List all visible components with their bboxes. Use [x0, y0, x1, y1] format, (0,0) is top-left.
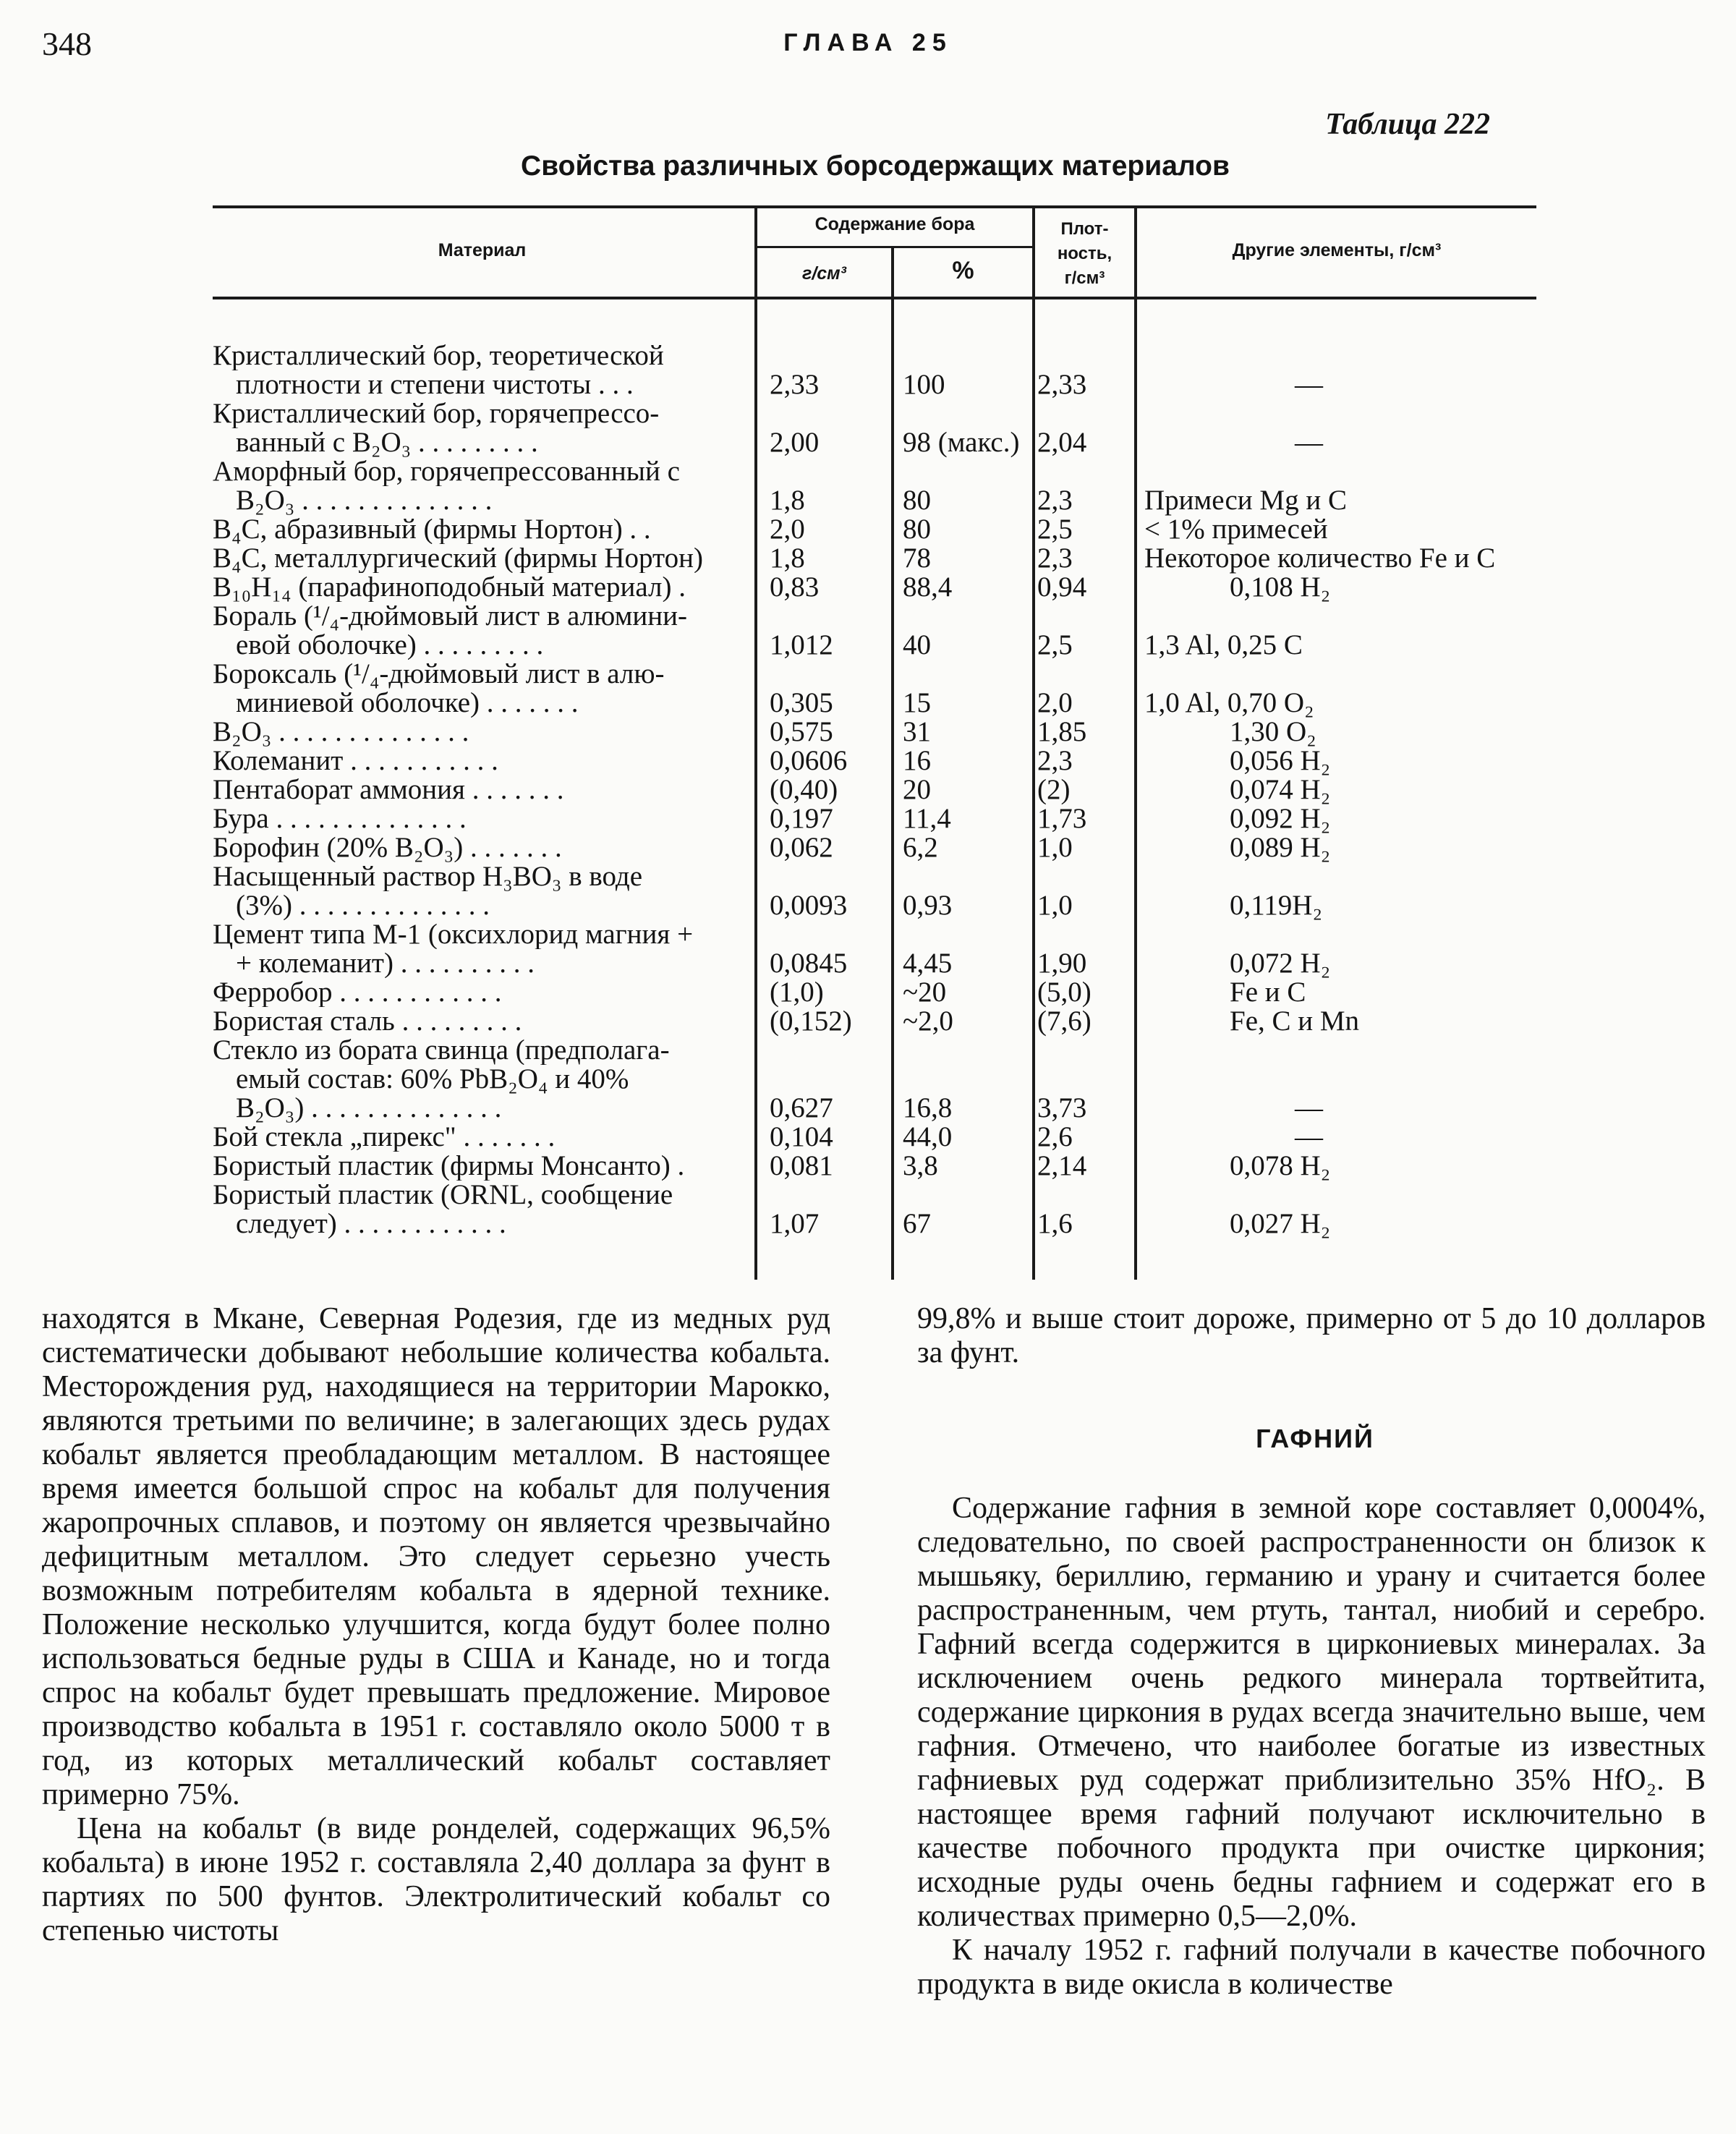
material-cell: [213, 341, 746, 399]
col-divider-3: [1032, 205, 1035, 1280]
material-line: Ферробор . . . . . . . . . . . .: [213, 978, 502, 1007]
material-cell: [213, 1036, 746, 1123]
density-cell: 2,5: [1037, 514, 1073, 545]
material-cell: [213, 573, 746, 602]
material-cell: [213, 833, 746, 862]
material-cell: [213, 978, 746, 1007]
material-line: Бой стекла „пирекс" . . . . . . .: [213, 1123, 556, 1152]
section-title-hafnium: ГАФНИЙ: [1256, 1424, 1374, 1453]
percent-cell: 20: [903, 774, 931, 805]
right-continuation: 99,8% и выше стоит дороже, примерно от 5 до 10 долларов за фунт.: [917, 1302, 1706, 1369]
table-top-rule: [213, 205, 1536, 208]
material-line: Бористый пластик (ORNL, сообщение: [213, 1181, 673, 1210]
header-subrule: [756, 246, 1032, 248]
other-elements-cell: 0,056 H₂: [1230, 745, 1331, 776]
other-elements-cell: 0,074 H₂: [1230, 774, 1331, 805]
other-elements-cell: 0,119H₂: [1230, 890, 1323, 921]
density-cell: 2,6: [1037, 1121, 1073, 1152]
other-elements-cell: Fe, C и Mn: [1230, 1006, 1360, 1037]
material-cell: [213, 515, 746, 544]
gcm-cell: 1,07: [770, 1208, 820, 1239]
density-cell: 2,14: [1037, 1150, 1087, 1181]
other-elements-cell: 0,089 H₂: [1230, 832, 1331, 863]
col-divider-4: [1134, 205, 1137, 1280]
material-cell: [213, 804, 746, 833]
material-line: следует) . . . . . . . . . . . .: [236, 1210, 506, 1238]
material-line: Аморфный бор, горячепрессованный с: [213, 457, 680, 486]
other-elements-cell: 0,108 H₂: [1230, 571, 1331, 603]
percent-cell: ~20: [903, 977, 947, 1008]
material-cell: [213, 1152, 746, 1181]
right-column-top: [917, 1302, 1706, 1370]
material-cell: [213, 457, 746, 515]
density-cell: 1,0: [1037, 890, 1073, 921]
percent-cell: 6,2: [903, 832, 938, 863]
density-cell: 0,94: [1037, 571, 1087, 603]
material-cell: [213, 399, 746, 457]
other-elements-cell: Некоторое количество Fe и С: [1144, 543, 1496, 574]
table-label: Таблица 222: [1325, 108, 1490, 141]
material-line: Кристаллический бор, горячепрессо-: [213, 399, 660, 428]
percent-cell: 40: [903, 629, 931, 660]
gcm-cell: 0,0606: [770, 745, 848, 776]
gcm-cell: 0,081: [770, 1150, 833, 1181]
gcm-cell: 0,062: [770, 832, 833, 863]
percent-cell: 3,8: [903, 1150, 938, 1181]
material-cell: [213, 862, 746, 920]
gcm-cell: 1,8: [770, 485, 805, 516]
other-elements-cell: 1,30 O₂: [1230, 716, 1316, 747]
col-divider-1: [754, 205, 757, 1280]
material-cell: [213, 1007, 746, 1036]
other-elements-cell: —: [1295, 1092, 1323, 1123]
density-cell: 3,73: [1037, 1092, 1087, 1123]
material-line: Стекло из бората свинца (предполага-: [213, 1036, 670, 1065]
density-cell: (2): [1037, 774, 1071, 805]
material-line: B₂O₃ . . . . . . . . . . . . . .: [236, 486, 493, 515]
density-cell: 1,6: [1037, 1208, 1073, 1239]
gcm-cell: 1,012: [770, 629, 833, 660]
right-column: [917, 1492, 1706, 2002]
gcm-cell: 2,0: [770, 514, 805, 545]
other-elements-cell: 1,0 Al, 0,70 O₂: [1144, 687, 1314, 718]
gcm-cell: 0,0845: [770, 948, 848, 979]
material-line: B₁₀H₁₄ (парафиноподобный материал) .: [213, 573, 686, 602]
other-elements-cell: 0,092 H₂: [1230, 803, 1331, 834]
header-percent: %: [952, 257, 974, 284]
material-line: (3%) . . . . . . . . . . . . . .: [236, 891, 490, 920]
material-line: B₄C, металлургический (фирмы Нортон): [213, 544, 703, 573]
material-line: Борофин (20% B₂O₃) . . . . . . .: [213, 833, 562, 862]
other-elements-cell: Fe и С: [1230, 977, 1306, 1008]
percent-cell: 80: [903, 485, 931, 516]
density-cell: 2,3: [1037, 745, 1073, 776]
left-column: [42, 1302, 830, 1948]
material-line: емый состав: 60% PbB₂O₄ и 40%: [236, 1065, 629, 1094]
gcm-cell: (0,40): [770, 774, 838, 805]
material-cell: [213, 920, 746, 978]
left-paragraph: Цена на кобальт (в виде ронделей, содержащих 96,5% кобальта) в июне 1952 г. составляла 2,40 доллара за фунт в партиях по 500 фунтов. Электролитический кобальт со степенью чистоты: [42, 1812, 830, 1947]
material-line: Пентаборат аммония . . . . . . .: [213, 775, 564, 804]
material-line: B₄C, абразивный (фирмы Нортон) . .: [213, 515, 651, 544]
other-elements-cell: —: [1295, 1121, 1323, 1152]
density-cell: 2,04: [1037, 427, 1087, 458]
density-cell: 1,73: [1037, 803, 1087, 834]
material-line: Бороксаль (¹/₄-дюймовый лист в алю-: [213, 660, 665, 689]
material-cell: [213, 1181, 746, 1238]
gcm-cell: 0,83: [770, 571, 820, 603]
other-elements-cell: —: [1295, 427, 1323, 458]
density-cell: 2,3: [1037, 543, 1073, 574]
percent-cell: 31: [903, 716, 931, 747]
percent-cell: 80: [903, 514, 931, 545]
other-elements-cell: 0,072 H₂: [1230, 948, 1331, 979]
col-divider-2: [891, 246, 894, 1280]
percent-cell: ~2,0: [903, 1006, 953, 1037]
page-number: 348: [42, 25, 92, 62]
header-density: Плот- ность, г/см³: [1057, 219, 1112, 288]
percent-cell: 4,45: [903, 948, 953, 979]
gcm-cell: 2,33: [770, 369, 820, 400]
header-material: Материал: [438, 240, 527, 260]
percent-cell: 44,0: [903, 1121, 953, 1152]
material-line: + колеманит) . . . . . . . . . .: [236, 949, 535, 978]
percent-cell: 88,4: [903, 571, 953, 603]
gcm-cell: (1,0): [770, 977, 824, 1008]
density-cell: 1,85: [1037, 716, 1087, 747]
material-cell: [213, 544, 746, 573]
material-cell: [213, 747, 746, 775]
material-line: Бористый пластик (фирмы Монсанто) .: [213, 1152, 685, 1181]
other-elements-cell: 0,078 H₂: [1230, 1150, 1331, 1181]
gcm-cell: 0,627: [770, 1092, 833, 1123]
gcm-cell: 0,104: [770, 1121, 833, 1152]
header-other: Другие элементы, г/см³: [1232, 240, 1442, 260]
table-caption: Свойства различных борсодержащих материалов: [521, 150, 1230, 182]
material-line: евой оболочке) . . . . . . . . .: [236, 631, 544, 660]
percent-cell: 78: [903, 543, 931, 574]
percent-cell: 11,4: [903, 803, 951, 834]
material-cell: [213, 602, 746, 660]
right-paragraph: К началу 1952 г. гафний получали в качестве побочного продукта в виде окисла в количестве: [917, 1934, 1706, 2001]
gcm-cell: (0,152): [770, 1006, 852, 1037]
density-cell: 2,0: [1037, 687, 1073, 718]
percent-cell: 67: [903, 1208, 931, 1239]
density-cell: (5,0): [1037, 977, 1092, 1008]
other-elements-cell: Примеси Mg и С: [1144, 485, 1347, 516]
other-elements-cell: —: [1295, 369, 1323, 400]
material-line: Бура . . . . . . . . . . . . . .: [213, 804, 467, 833]
percent-cell: 100: [903, 369, 945, 400]
left-paragraph: находятся в Мкане, Северная Родезия, где из медных руд систематически добывают небольшие количества кобальта. Месторождения руд, находящиеся на территории Марокко, являются третьими по величине; в залегающих здесь рудах кобальт является преобладающим металлом. В настоящее время имеется большой спрос на кобальт для получения жаропрочных сплавов, и поэтому он является чрезвычайно дефицитным металлом. Это следует серьезно учесть возможным потребителям кобальта в ядерной технике. Положение несколько улучшится, когда будут более полно использоваться бедные руды в США и Канаде, но и тогда спрос на кобальт будет превышать предложение. Мировое производство кобальта в 1951 г. составляло около 5000 т в год, из которых металлический кобальт составляет примерно 75%.: [42, 1302, 830, 1811]
header-gcm: г/см³: [801, 263, 846, 284]
material-line: Насыщенный раствор H₃BO₃ в воде: [213, 862, 643, 891]
percent-cell: 16,8: [903, 1092, 953, 1123]
material-cell: [213, 718, 746, 747]
gcm-cell: 2,00: [770, 427, 820, 458]
density-cell: 2,3: [1037, 485, 1073, 516]
material-cell: [213, 775, 746, 804]
density-cell: 2,33: [1037, 369, 1087, 400]
percent-cell: 98 (макс.): [903, 427, 1020, 458]
right-paragraph: Содержание гафния в земной коре составляет 0,0004%, следовательно, по своей распространенности он близок к мышьяку, бериллию, германию и урану и считается более распространенным, чем ртуть, тантал, ниобий и серебро. Гафний всегда содержится в циркониевых минералах. За исключением очень редкого минерала тортвейтита, содержание циркония в рудах всегда значительно выше, чем гафния. Отмечено, что наиболее богатые из известных гафниевых руд содержат приблизительно 35% HfO₂. В настоящее время гафний получают исключительно в качестве побочного продукта при очистке циркония; исходные руды очень бедны гафнием и содержат его в количествах примерно 0,5—2,0%.: [917, 1492, 1706, 1933]
gcm-cell: 1,8: [770, 543, 805, 574]
density-cell: 2,5: [1037, 629, 1073, 660]
percent-cell: 16: [903, 745, 931, 776]
running-title: ГЛАВА 25: [783, 29, 953, 56]
material-line: Цемент типа М-1 (оксихлорид магния +: [213, 920, 694, 949]
density-cell: 1,90: [1037, 948, 1087, 979]
material-line: B₂O₃ . . . . . . . . . . . . . .: [213, 718, 469, 747]
material-cell: [213, 660, 746, 718]
header-boron-content: Содержание бора: [814, 214, 975, 234]
percent-cell: 15: [903, 687, 931, 718]
material-line: миниевой оболочке) . . . . . . .: [236, 689, 579, 718]
material-line: Колеманит . . . . . . . . . . .: [213, 747, 498, 775]
density-cell: (7,6): [1037, 1006, 1092, 1037]
material-line: Кристаллический бор, теоретической: [213, 341, 664, 370]
material-line: B₂O₃) . . . . . . . . . . . . . .: [236, 1094, 502, 1123]
gcm-cell: 0,0093: [770, 890, 848, 921]
material-line: Бористая сталь . . . . . . . . .: [213, 1007, 522, 1036]
other-elements-cell: 1,3 Al, 0,25 C: [1144, 629, 1303, 660]
percent-cell: 0,93: [903, 890, 953, 921]
gcm-cell: 0,575: [770, 716, 833, 747]
material-line: ванный с B₂O₃ . . . . . . . . .: [236, 428, 538, 457]
header-bottom-rule: [213, 297, 1536, 299]
gcm-cell: 0,197: [770, 803, 833, 834]
material-line: Бораль (¹/₄-дюймовый лист в алюмини-: [213, 602, 688, 631]
other-elements-cell: < 1% примесей: [1144, 514, 1328, 545]
material-line: плотности и степени чистоты . . .: [236, 370, 634, 399]
other-elements-cell: 0,027 H₂: [1230, 1208, 1331, 1239]
density-cell: 1,0: [1037, 832, 1073, 863]
gcm-cell: 0,305: [770, 687, 833, 718]
material-cell: [213, 1123, 746, 1152]
